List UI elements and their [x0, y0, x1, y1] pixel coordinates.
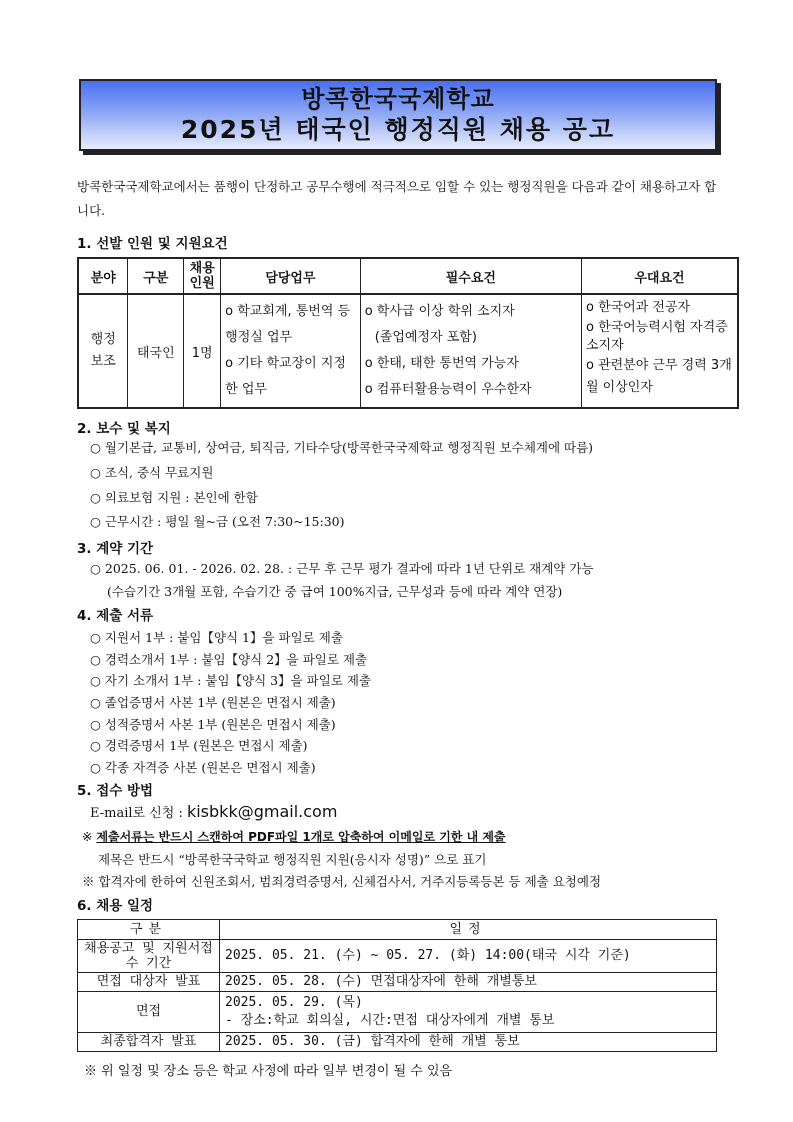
submission-note: [82, 828, 506, 845]
section5-heading: 5. 접수 방법: [77, 783, 154, 799]
schedule-label: 면접 대상자 발표: [78, 973, 220, 992]
field-cell: 행정 보조: [78, 294, 128, 408]
list-item: (졸업예정자 포함): [374, 330, 477, 345]
list-item: ○ 자기 소개서 1부 : 붙임【양식 3】을 파일로 제출: [90, 673, 372, 688]
list-item: o 기타 학교장이 지정한 업무: [225, 356, 346, 397]
list-item: ○ 경력증명서 1부 (원본은 면접시 제출): [90, 738, 308, 753]
requirements-table: [77, 257, 739, 409]
table-row: [78, 992, 717, 1033]
list-item: ○ 월기본급, 교통비, 상여금, 퇴직금, 기타수당(방콕한국국제학교 행정직원 보수체계에 따름): [90, 440, 594, 455]
schedule-value: 2025. 05. 30. (금) 합격자에 한해 개별 통보: [220, 1033, 717, 1052]
col-header: 필수요건: [360, 258, 581, 294]
list-item: o 컴퓨터활용능력이 우수한자: [364, 382, 532, 397]
list-item: o 한국어능력시험 자격증 소지자: [585, 320, 728, 353]
table-row: [78, 1033, 717, 1052]
col-header: 분야: [78, 258, 128, 294]
list-item: ○ 졸업증명서 사본 1부 (원본은 면접시 제출): [90, 695, 336, 710]
contract-note: (수습기간 3개월 포함, 수습기간 중 급여 100%지급, 근무성과 등에 따라 계약 연장): [107, 584, 563, 599]
section2-heading: 2. 보수 및 복지: [77, 421, 171, 437]
required-cell: [360, 294, 581, 408]
table-row: [78, 294, 738, 408]
schedule-label: 면접: [78, 992, 220, 1033]
list-item: o 한국어과 전공자: [585, 300, 691, 315]
table-header-row: [78, 258, 738, 294]
school-name: 방콕한국국제학교: [301, 85, 495, 113]
list-item: ○ 각종 자격증 사본 (원본은 면접시 제출): [90, 760, 316, 775]
col-header: 구분: [128, 258, 184, 294]
col-header: 일정: [220, 920, 717, 940]
list-item: o 학사급 이상 학위 소지자: [364, 304, 515, 319]
note-mark: ※: [82, 829, 97, 844]
page-title: 2025년 태국인 행정직원 채용 공고: [180, 115, 616, 144]
table-header-row: [78, 920, 717, 940]
schedule-line: - 장소:학교 회의실, 시간:면접 대상자에게 개별 통보: [225, 1013, 555, 1028]
schedule-value: 2025. 05. 28. (수) 면접대상자에 한해 개별통보: [220, 973, 717, 992]
schedule-label: 최종합격자 발표: [78, 1033, 220, 1052]
intro-paragraph: 방콕한국국제학교에서는 품행이 단정하고 공무수행에 적극적으로 임할 수 있는 행정직원을 다음과 같이 채용하고자 합니다.: [77, 179, 717, 218]
schedule-footnote: ※ 위 일정 및 장소 등은 학교 사정에 따라 일부 변경이 될 수 있음: [84, 1064, 453, 1079]
col-header: 채용인원: [184, 258, 221, 294]
schedule-value: 2025. 05. 21. (수) ~ 05. 27. (화) 14:00(태국 시각 기준): [220, 940, 717, 973]
type-cell: 태국인: [128, 294, 184, 408]
section3-heading: 3. 계약 기간: [77, 541, 154, 557]
list-item: ○ 경력소개서 1부 : 붙임【양식 2】을 파일로 제출: [90, 652, 368, 667]
duties-cell: [221, 294, 361, 408]
contract-period: ○ 2025. 06. 01. - 2026. 02. 28. : 근무 후 근무 평가 결과에 따라 1년 단위로 재계약 가능: [90, 561, 594, 576]
list-item: ○ 조식, 중식 무료지원: [90, 465, 214, 480]
email-label: E-mail로 신청 :: [90, 806, 187, 821]
table-row: [78, 940, 717, 973]
list-item: ○ 성적증명서 사본 1부 (원본은 면접시 제출): [90, 717, 336, 732]
schedule-table: [77, 919, 717, 1052]
list-item: ○ 근무시간 : 평일 월~금 (오전 7:30~15:30): [90, 514, 345, 529]
schedule-label: 채용공고 및 지원서접수 기간: [78, 940, 220, 973]
note-text: 제출서류는 반드시 스캔하여 PDF파일 1개로 압축하여 이메일로 기한 내 제출: [96, 830, 506, 844]
col-header: 구분: [78, 920, 220, 940]
list-item: o 한태, 태한 통번역 가능자: [364, 356, 519, 371]
section6-heading: 6. 채용 일정: [77, 898, 154, 914]
schedule-line: 2025. 05. 29. (목): [225, 995, 363, 1010]
col-header: 우대요건: [581, 258, 738, 294]
list-item: ○ 지원서 1부 : 붙임【양식 1】을 파일로 제출: [90, 630, 343, 645]
additional-docs-note: ※ 합격자에 한하여 신원조회서, 범죄경력증명서, 신체검사서, 거주지등록등본 등 제출 요청예정: [82, 874, 602, 889]
title-banner: [79, 79, 717, 151]
list-item: o 관련분야 근무 경력 3개월 이상인자: [585, 358, 732, 395]
list-item: o 학교회계, 통번역 등 행정실 업무: [225, 304, 351, 345]
section4-heading: 4. 제출 서류: [77, 608, 154, 624]
schedule-value: [220, 992, 717, 1033]
section1-heading: 1. 선발 인원 및 지원요건: [77, 236, 228, 252]
email-address[interactable]: kisbkk@gmail.com: [186, 802, 338, 821]
count-cell: 1명: [184, 294, 221, 408]
email-line: [90, 802, 337, 821]
list-item: ○ 의료보험 지원 : 본인에 한함: [90, 490, 258, 505]
col-header: 담당업무: [221, 258, 361, 294]
subject-note: 제목은 반드시 “방콕한국국학교 행정직원 지원(응시자 성명)” 으로 표기: [98, 852, 487, 867]
table-row: [78, 973, 717, 992]
preferred-cell: [581, 294, 738, 408]
